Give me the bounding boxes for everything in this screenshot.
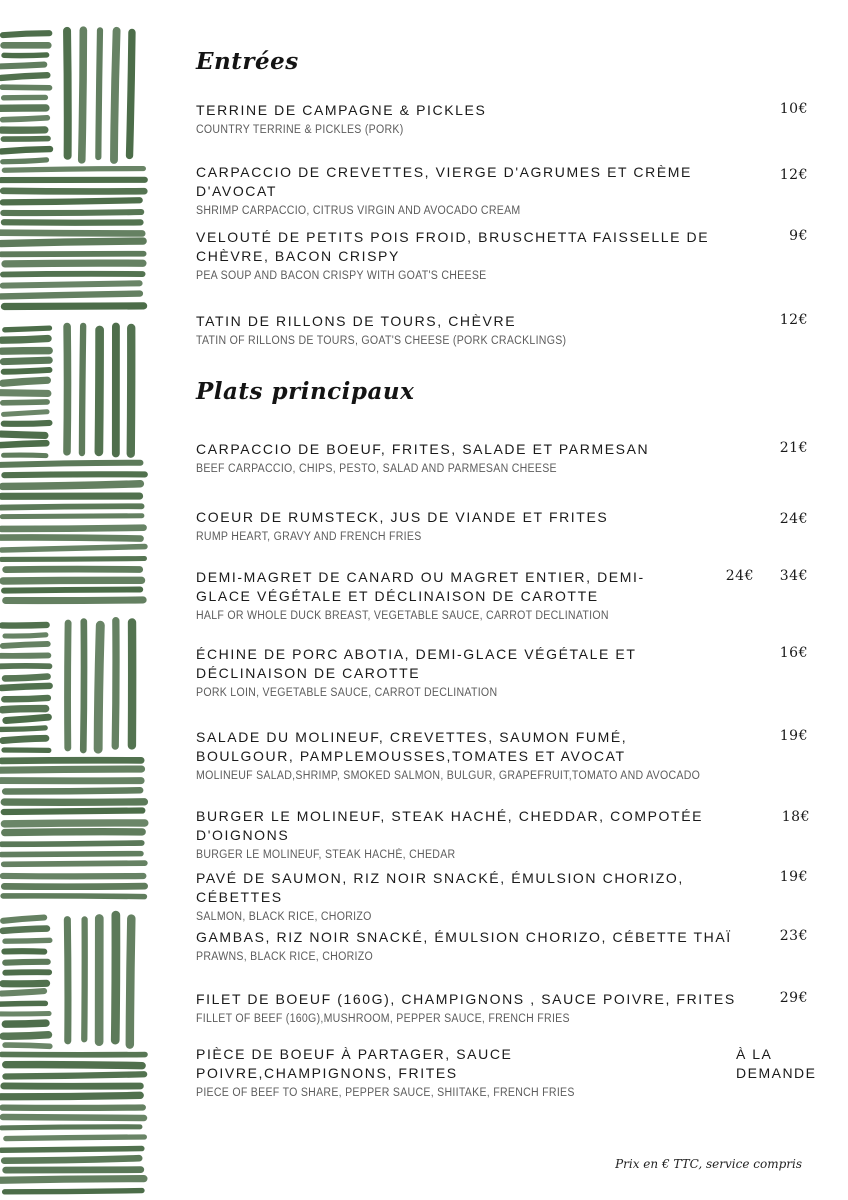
menu-item [196, 440, 836, 477]
menu-item [196, 568, 836, 624]
item-price: 12€ [779, 167, 808, 183]
item-name: PAVÉ DE SAUMON, RIZ NOIR SNACKÉ, ÉMULSION CHORIZO, CÉBETTES [196, 870, 684, 905]
item-name: DEMI-MAGRET DE CANARD OU MAGRET ENTIER, DEMI-GLACE VÉGÉTALE ET DÉCLINAISON DE CAROTTE [196, 569, 645, 604]
item-name: GAMBAS, RIZ NOIR SNACKÉ, ÉMULSION CHORIZO, CÉBETTE THAÏ [196, 929, 732, 945]
menu-item [196, 163, 836, 219]
item-price: 12€ [779, 312, 808, 328]
item-price: 9€ [789, 228, 808, 244]
item-price: À LA DEMANDE [736, 1046, 817, 1081]
item-description: BURGER LE MOLINEUF, STEAK HACHÉ, CHEDAR [196, 849, 456, 861]
menu-item [196, 228, 836, 284]
item-name: CARPACCIO DE BOEUF, FRITES, SALADE ET PARMESAN [196, 441, 650, 457]
menu-item [196, 990, 836, 1027]
item-price-half: 24€ [725, 568, 754, 584]
item-price: 23€ [779, 928, 808, 944]
item-price: 19€ [779, 869, 808, 885]
item-description: TATIN OF RILLONS DE TOURS, GOAT'S CHEESE (PORK CRACKLINGS) [196, 335, 567, 347]
item-price: 18€ [781, 809, 810, 825]
item-price: 21€ [779, 440, 808, 456]
menu-item [196, 728, 836, 784]
section-title-plats-principaux: Plats principaux [196, 378, 415, 405]
menu-item [196, 928, 836, 965]
menu-item [196, 312, 836, 349]
item-description: MOLINEUF SALAD,SHRIMP, SMOKED SALMON, BULGUR, GRAPEFRUIT,TOMATO AND AVOCADO [196, 770, 701, 782]
menu-item [196, 508, 836, 545]
menu-item [196, 807, 836, 863]
item-description: BEEF CARPACCIO, CHIPS, PESTO, SALAD AND PARMESAN CHEESE [196, 463, 557, 475]
item-description: PEA SOUP AND BACON CRISPY WITH GOAT'S CHEESE [196, 270, 487, 282]
item-description: SALMON, BLACK RICE, CHORIZO [196, 911, 372, 923]
item-description: HALF OR WHOLE DUCK BREAST, VEGETABLE SAUCE, CARROT DECLINATION [196, 610, 609, 622]
menu-item [196, 1045, 836, 1101]
item-description: RUMP HEART, GRAVY AND FRENCH FRIES [196, 531, 422, 543]
item-description: PRAWNS, BLACK RICE, CHORIZO [196, 951, 373, 963]
brushstroke-pattern [0, 0, 150, 1200]
item-name: TATIN DE RILLONS DE TOURS, CHÈVRE [196, 313, 517, 329]
item-name: PIÈCE DE BOEUF À PARTAGER, SAUCE POIVRE,CHAMPIGNONS, FRITES [196, 1046, 513, 1081]
section-title-entrees: Entrées [196, 48, 299, 75]
item-name: BURGER LE MOLINEUF, STEAK HACHÉ, CHEDDAR, COMPOTÉE D'OIGNONS [196, 808, 704, 843]
item-name: ÉCHINE DE PORC ABOTIA, DEMI-GLACE VÉGÉTALE ET DÉCLINAISON DE CAROTTE [196, 646, 637, 681]
item-description: FILLET OF BEEF (160G),MUSHROOM, PEPPER SAUCE, FRENCH FRIES [196, 1013, 570, 1025]
item-price: 10€ [779, 101, 808, 117]
item-name: TERRINE DE CAMPAGNE & PICKLES [196, 102, 487, 118]
item-name: SALADE DU MOLINEUF, CREVETTES, SAUMON FUMÉ, BOULGOUR, PAMPLEMOUSSES,TOMATES ET AVOCAT [196, 729, 628, 764]
item-name: CARPACCIO DE CREVETTES, VIERGE D'AGRUMES ET CRÈME D'AVOCAT [196, 164, 692, 199]
menu-item [196, 101, 836, 138]
item-price: 16€ [779, 645, 808, 661]
item-description: SHRIMP CARPACCIO, CITRUS VIRGIN AND AVOCADO CREAM [196, 205, 521, 217]
price-footnote: Prix en € TTC, service compris [615, 1157, 802, 1171]
item-price: 34€ [779, 568, 808, 584]
item-description: PORK LOIN, VEGETABLE SAUCE, CARROT DECLINATION [196, 687, 498, 699]
menu-item [196, 645, 836, 701]
item-name: COEUR DE RUMSTECK, JUS DE VIANDE ET FRITES [196, 509, 609, 525]
item-name: VELOUTÉ DE PETITS POIS FROID, BRUSCHETTA FAISSELLE DE CHÈVRE, BACON CRISPY [196, 229, 710, 264]
item-price: 24€ [779, 511, 808, 527]
item-name: FILET DE BOEUF (160G), CHAMPIGNONS , SAUCE POIVRE, FRITES [196, 991, 736, 1007]
item-price: 29€ [779, 990, 808, 1006]
menu-item [196, 869, 836, 925]
item-price: 19€ [779, 728, 808, 744]
item-description: COUNTRY TERRINE & PICKLES (PORK) [196, 124, 404, 136]
item-description: PIECE OF BEEF TO SHARE, PEPPER SAUCE, SHIITAKE, FRENCH FRIES [196, 1087, 575, 1099]
